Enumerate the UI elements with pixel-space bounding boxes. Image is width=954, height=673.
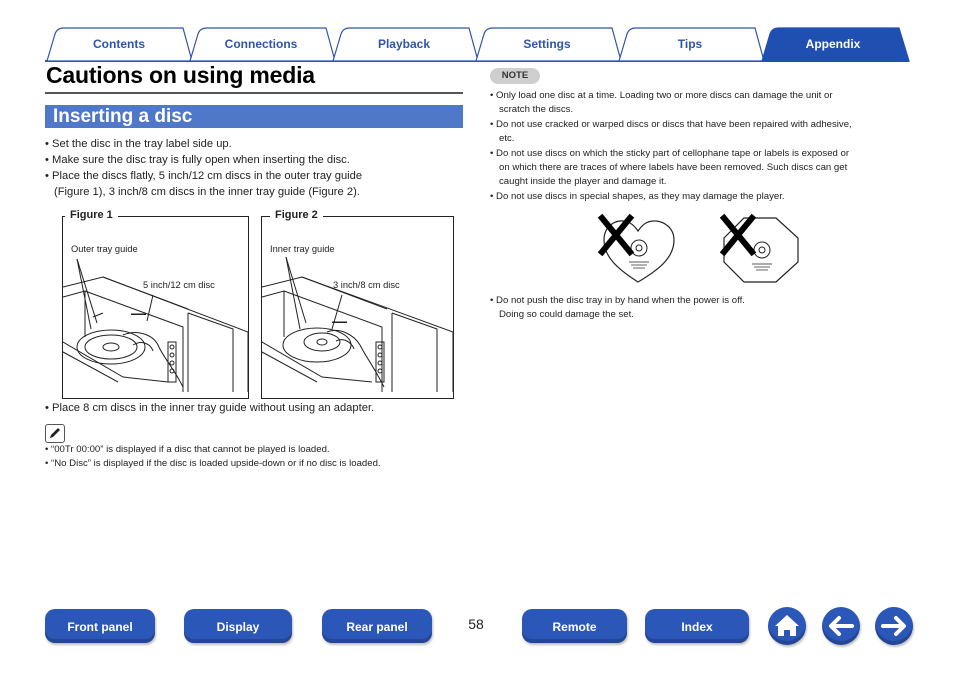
memo-line-1: • “00Tr 00:00” is displayed if a disc that cannot be played is loaded. [45, 444, 330, 455]
figure-1-guide-label: Outer tray guide [71, 244, 138, 254]
note-line-6: on which there are traces of where labels have been removed. Such discs can get [499, 162, 848, 173]
note-line-2: scratch the discs. [499, 104, 574, 115]
tab-shapes [0, 0, 954, 64]
back-button[interactable] [822, 607, 860, 645]
pencil-icon [46, 425, 64, 442]
note-line-4: etc. [499, 133, 515, 144]
front-panel-button[interactable]: Front panel [45, 609, 155, 643]
figure-2-title: Figure 2 [270, 209, 323, 221]
tab-playback[interactable]: Playback [377, 37, 431, 51]
back-arrow-icon [822, 607, 860, 645]
display-button[interactable]: Display [184, 609, 292, 643]
svg-text:▬▬▬: ▬▬▬ [332, 319, 347, 325]
tab-settings[interactable]: Settings [523, 37, 571, 51]
bullet-place-flat-cont: (Figure 1), 3 inch/8 cm discs in the inner tray guide (Figure 2). [54, 186, 360, 198]
tab-connections[interactable]: Connections [224, 37, 298, 51]
tab-contents[interactable]: Contents [93, 37, 145, 51]
note-line-3: • Do not use cracked or warped discs or discs that have been repaired with adhesive, [490, 119, 852, 130]
page-title: Cautions on using media [46, 62, 315, 88]
note-line-7: caught inside the player and damage it. [499, 176, 667, 187]
tab-appendix[interactable]: Appendix [805, 37, 861, 51]
page-number: 58 [468, 616, 484, 632]
svg-text:▬▬▬: ▬▬▬ [131, 311, 146, 317]
note-line-5: • Do not use discs on which the sticky part of cellophane tape or labels is exposed or [490, 148, 850, 159]
bullet-place-flat: • Place the discs flatly, 5 inch/12 cm discs in the outer tray guide [45, 170, 363, 182]
note2-line-1: • Do not push the disc tray in by hand when the power is off. [490, 295, 745, 306]
tab-bar [0, 0, 954, 64]
note-line-8: • Do not use discs in special shapes, as they may damage the player. [490, 191, 785, 202]
heart-disc-illustration [596, 212, 680, 288]
figure-1-disc-label: 5 inch/12 cm disc [143, 280, 215, 290]
note-badge: NOTE [490, 68, 540, 84]
bullet-8cm-discs: • Place 8 cm discs in the inner tray guide without using an adapter. [45, 402, 375, 414]
figure-1-title: Figure 1 [65, 209, 118, 221]
figure-2-guide-label: Inner tray guide [270, 244, 335, 254]
memo-icon [45, 424, 65, 443]
octagon-disc-illustration [718, 212, 802, 288]
section-title: Inserting a disc [53, 106, 193, 127]
note2-line-2: Doing so could damage the set. [499, 309, 634, 320]
forward-arrow-icon [875, 607, 913, 645]
rear-panel-button[interactable]: Rear panel [322, 609, 432, 643]
section-header [45, 105, 463, 128]
home-button[interactable] [768, 607, 806, 645]
bullet-tray-open: • Make sure the disc tray is fully open when inserting the disc. [45, 154, 350, 166]
home-icon [768, 607, 806, 645]
remote-button[interactable]: Remote [522, 609, 627, 643]
note-line-1: • Only load one disc at a time. Loading two or more discs can damage the unit or [490, 90, 833, 101]
forward-button[interactable] [875, 607, 913, 645]
figure-2-disc-label: 3 inch/8 cm disc [333, 280, 400, 290]
memo-line-2: • “No Disc” is displayed if the disc is loaded upside-down or if no disc is loaded. [45, 458, 381, 469]
index-button[interactable]: Index [645, 609, 749, 643]
tab-tips[interactable]: Tips [677, 37, 703, 51]
title-rule [45, 92, 463, 94]
bullet-label-side: • Set the disc in the tray label side up. [45, 138, 232, 150]
